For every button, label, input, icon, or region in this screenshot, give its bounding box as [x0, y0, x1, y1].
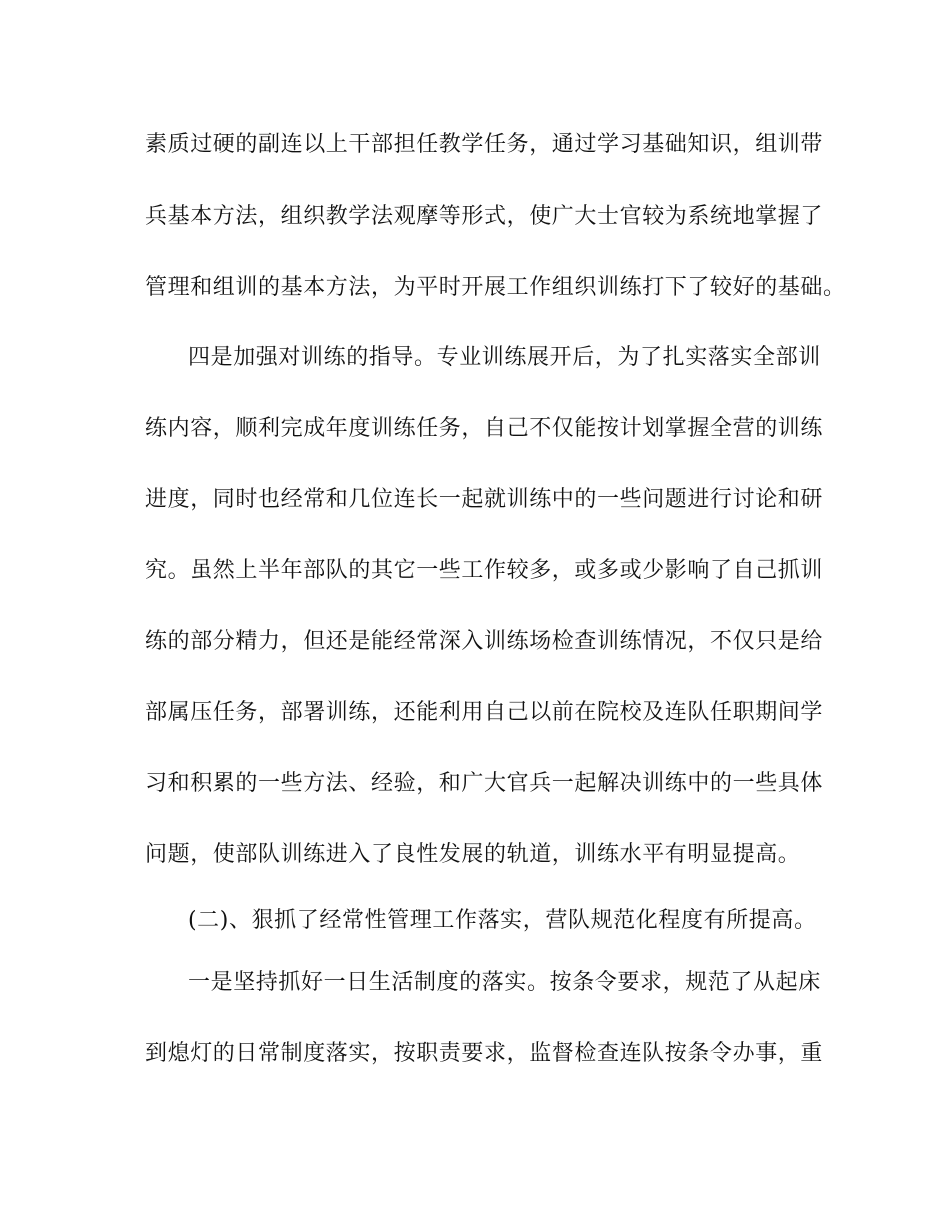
text-line-14: 到熄灯的日常制度落实，按职责要求，监督检查连队按条令办事，重 [145, 1041, 824, 1066]
text-line-6: 进度，同时也经常和几位连长一起就训练中的一些问题进行讨论和研 [145, 487, 824, 512]
paragraph-start-line: 四是加强对训练的指导。专业训练展开后，为了扎实落实全部训 [188, 345, 821, 370]
text-line-7: 究。虽然上半年部队的其它一些工作较多，或多或少影响了自己抓训 [145, 558, 824, 583]
text-line-10: 习和积累的一些方法、经验，和广大官兵一起解决训练中的一些具体 [145, 771, 824, 796]
section-heading-line: (二)、狠抓了经常性管理工作落实，营队规范化程度有所提高。 [188, 908, 817, 933]
text-line-8: 练的部分精力，但还是能经常深入训练场检查训练情况，不仅只是给 [145, 629, 824, 654]
text-line-11: 问题，使部队训练进入了良性发展的轨道，训练水平有明显提高。 [145, 842, 801, 867]
text-line-5: 练内容，顺利完成年度训练任务，自己不仅能按计划掌握全营的训练 [145, 416, 824, 441]
text-line-3: 管理和组训的基本方法，为平时开展工作组织训练打下了较好的基础。 [145, 275, 846, 300]
text-line-2: 兵基本方法，组织教学法观摩等形式，使广大士官较为系统地掌握了 [145, 204, 824, 229]
text-line-1: 素质过硬的副连以上干部担任教学任务，通过学习基础知识，组训带 [145, 132, 824, 157]
text-line-9: 部属压任务，部署训练，还能利用自己以前在院校及连队任职期间学 [145, 700, 824, 725]
paragraph-start-line-2: 一是坚持抓好一日生活制度的落实。按条令要求，规范了从起床 [188, 970, 821, 995]
